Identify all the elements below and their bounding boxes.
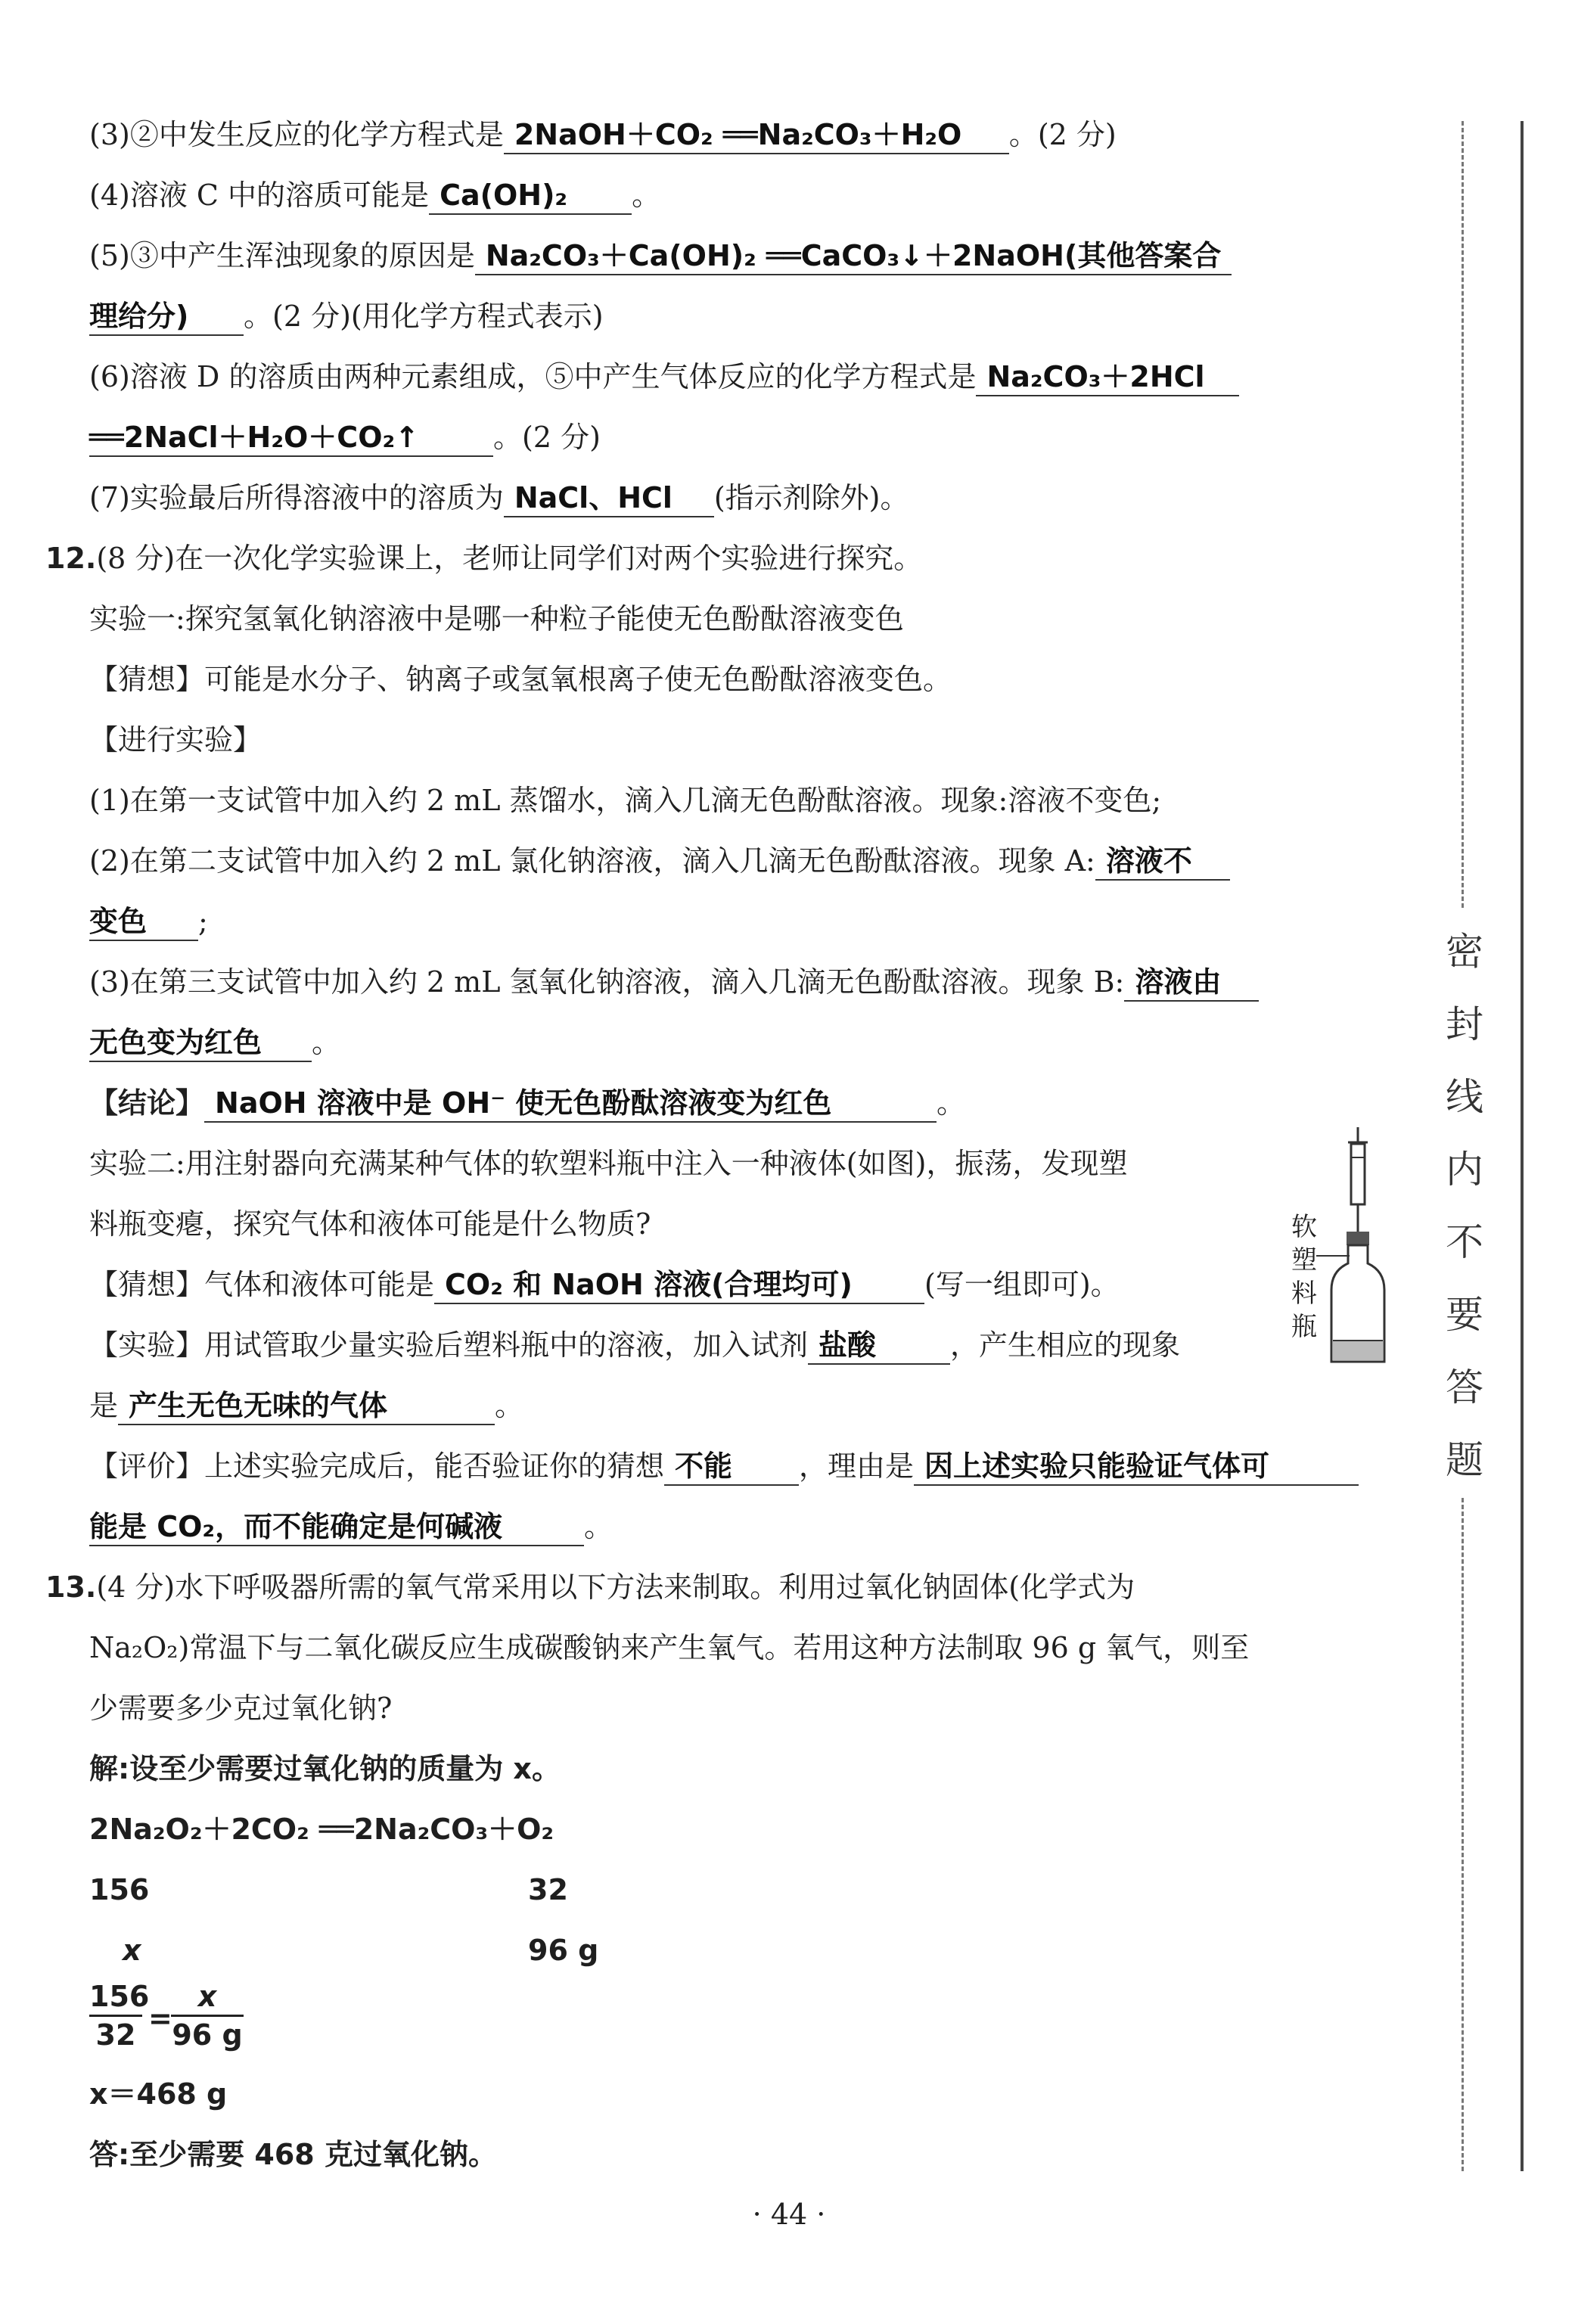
q13-number: 13. xyxy=(45,1571,97,1604)
q12-guess2-suffix: (写一组即可)。 xyxy=(924,1268,1120,1301)
q12-test-suffix: 。 xyxy=(495,1389,524,1422)
q12-step1: (1)在第一支试管中加入约 2 mL 蒸馏水，滴入几滴无色酚酞溶液。现象:溶液不变色; xyxy=(89,784,1162,817)
q11-part5-cont xyxy=(89,295,604,337)
q11-part7-suffix: (指示剂除外)。 xyxy=(713,481,909,514)
q11-part5 xyxy=(89,235,1232,277)
q12-step2 xyxy=(89,840,1230,882)
q11-part4-suffix: 。 xyxy=(632,179,661,212)
q11-part4-text: (4)溶液 C 中的溶质可能是 xyxy=(89,179,430,212)
q12-test xyxy=(89,1324,1180,1366)
q11-part3-suffix: 。(2 分) xyxy=(1008,118,1117,151)
q12-eval-cont xyxy=(89,1505,613,1548)
q12-eval-text: 【评价】上述实验完成后，能否验证你的猜想 xyxy=(89,1449,665,1483)
q12-test-text-mid: ，产生相应的现象 xyxy=(950,1328,1181,1362)
q12-exp2-line2: 料瓶变瘪，探究气体和液体可能是什么物质? xyxy=(89,1207,651,1241)
q11-part4-answer: Ca(OH)₂ xyxy=(429,177,632,215)
q12-exp1-title: 实验一:探究氢氧化钠溶液中是哪一种粒子能使无色酚酞溶液变色 xyxy=(89,602,904,635)
q12-step3 xyxy=(89,961,1259,1003)
q12-test-text2: 是 xyxy=(89,1389,119,1422)
q13-fraction2-num: x xyxy=(197,1980,217,2013)
q11-part5-answer: Na₂CO₃＋Ca(OH)₂ ══CaCO₃↓＋2NaOH(其他答案合 xyxy=(475,238,1232,275)
q13-fraction1-num: 156 xyxy=(89,1980,150,2013)
q12-conclusion-answer: NaOH 溶液中是 OH⁻ 使无色酚酞溶液变为红色 xyxy=(204,1085,937,1123)
q11-part7 xyxy=(89,477,909,519)
q12-step3-cont xyxy=(89,1021,340,1064)
q13-fraction2 xyxy=(171,1978,244,2053)
q12-exp2-line1: 实验二:用注射器向充满某种气体的软塑料瓶中注入一种液体(如图)，振荡，发现塑 xyxy=(89,1147,1128,1180)
q12-proceed: 【进行实验】 xyxy=(89,723,262,757)
q13-fraction2-den: 96 g xyxy=(172,2018,243,2052)
q12-eval-text-mid: ，理由是 xyxy=(799,1449,915,1483)
q11-part6-answer: Na₂CO₃＋2HCl xyxy=(976,359,1239,396)
q12-test-answer2: 产生无色无味的气体 xyxy=(118,1387,495,1425)
q13-mass2: 32 xyxy=(528,1873,568,1906)
q13-line3: 少需要多少克过氧化钠? xyxy=(89,1692,393,1725)
q12-eval-answer3: 能是 CO₂，而不能确定是何碱液 xyxy=(89,1508,584,1546)
q12-eval-answer2: 因上述实验只能验证气体可 xyxy=(914,1448,1359,1486)
q12-step3-text: (3)在第三支试管中加入约 2 mL 氢氧化钠溶液，滴入几滴无色酚酞溶液。现象 B: xyxy=(89,965,1125,999)
q11-part6-answer-cont: ══2NaCl＋H₂O＋CO₂↑ xyxy=(89,419,493,457)
q13-solution: 解:设至少需要过氧化钠的质量为 x。 xyxy=(89,1752,561,1785)
q13-var1: x xyxy=(123,1934,141,1967)
page-number: · 44 · xyxy=(752,2198,826,2231)
q11-part6-cont xyxy=(89,416,601,458)
seal-dashed-line-bottom xyxy=(1462,1498,1464,2171)
q13-fraction1 xyxy=(89,1978,150,2053)
q11-part6-suffix: 。(2 分) xyxy=(493,421,601,454)
q12-conclusion-suffix: 。 xyxy=(937,1086,966,1120)
q11-part4 xyxy=(89,174,660,216)
q11-part6-text: (6)溶液 D 的溶质由两种元素组成，⑤中产生气体反应的化学方程式是 xyxy=(89,360,977,393)
q12-step2-text: (2)在第二支试管中加入约 2 mL 氯化钠溶液，滴入几滴无色酚酞溶液。现象 A: xyxy=(89,844,1095,878)
q11-part3-text: (3)②中发生反应的化学方程式是 xyxy=(89,118,504,151)
q11-part3-answer: 2NaOH＋CO₂ ══Na₂CO₃＋H₂O xyxy=(504,117,1009,154)
q12-test-answer: 盐酸 xyxy=(808,1327,950,1365)
q12-guess2-answer: CO₂ 和 NaOH 溶液(合理均可) xyxy=(434,1266,924,1304)
q13-line2: Na₂O₂)常温下与二氧化碳反应生成碳酸钠来产生氧气。若用这种方法制取 96 g 氧气，则至 xyxy=(89,1631,1250,1664)
seal-line-sidebar xyxy=(1409,121,1537,2171)
q12-step3-suffix: 。 xyxy=(312,1026,341,1059)
q11-part7-text: (7)实验最后所得溶液中的溶质为 xyxy=(89,481,504,514)
q13-var2: 96 g xyxy=(528,1934,599,1967)
seal-solid-line xyxy=(1521,121,1524,2171)
q11-part7-answer: NaCl、HCl xyxy=(504,480,714,517)
figure-label: 软 塑 料 瓶 xyxy=(1291,1212,1317,1342)
q11-part6 xyxy=(89,356,1239,398)
q11-part3 xyxy=(89,113,1117,156)
q12-step2-suffix: ; xyxy=(198,905,208,938)
q12-intro-text: (8 分)在一次化学实验课上，老师让同学们对两个实验进行探究。 xyxy=(96,542,923,575)
q13-result: x＝468 g xyxy=(89,2077,228,2111)
q13-line1-text: (4 分)水下呼吸器所需的氧气常采用以下方法来制取。利用过氧化钠固体(化学式为 xyxy=(96,1571,1135,1604)
q13-fraction1-den: 32 xyxy=(95,2018,136,2052)
q11-part5-suffix: 。(2 分)(用化学方程式表示) xyxy=(244,300,604,333)
q12-intro xyxy=(45,537,922,579)
q12-conclusion-label: 【结论】 xyxy=(89,1086,205,1120)
q12-eval xyxy=(89,1445,1359,1487)
q12-test-text: 【实验】用试管取少量实验后塑料瓶中的溶液，加入试剂 xyxy=(89,1328,809,1362)
q12-eval-answer: 不能 xyxy=(664,1448,799,1486)
q12-guess1: 【猜想】可能是水分子、钠离子或氢氧根离子使无色酚酞溶液变色。 xyxy=(89,663,952,696)
q12-number: 12. xyxy=(45,542,97,575)
q12-conclusion xyxy=(89,1082,965,1124)
q11-part5-text: (5)③中产生浑浊现象的原因是 xyxy=(89,239,475,272)
q13-equation: 2Na₂O₂＋2CO₂ ══2Na₂CO₃＋O₂ xyxy=(89,1813,554,1846)
q13-mass1: 156 xyxy=(89,1873,150,1906)
q12-step2-answer: 溶液不 xyxy=(1095,843,1230,881)
q12-step2-cont xyxy=(89,900,208,943)
q12-step3-answer: 溶液由 xyxy=(1124,964,1259,1002)
q12-test-cont xyxy=(89,1384,523,1427)
seal-line-notice: 密 封 线 内 不 要 答 题 xyxy=(1446,930,1483,1482)
seal-dashed-line-top xyxy=(1462,121,1464,908)
q13-line1 xyxy=(45,1566,1135,1608)
q13-answer: 答:至少需要 468 克过氧化钠。 xyxy=(89,2138,497,2171)
q12-eval-suffix: 。 xyxy=(584,1510,613,1543)
q12-guess2-text: 【猜想】气体和液体可能是 xyxy=(89,1268,435,1301)
q11-part5-answer-cont: 理给分) xyxy=(89,298,244,336)
q12-step3-answer-cont: 无色变为红色 xyxy=(89,1024,312,1062)
q12-guess2 xyxy=(89,1263,1120,1306)
q13-fraction-equals: = xyxy=(148,2002,172,2035)
q12-step2-answer-cont: 变色 xyxy=(89,903,198,941)
